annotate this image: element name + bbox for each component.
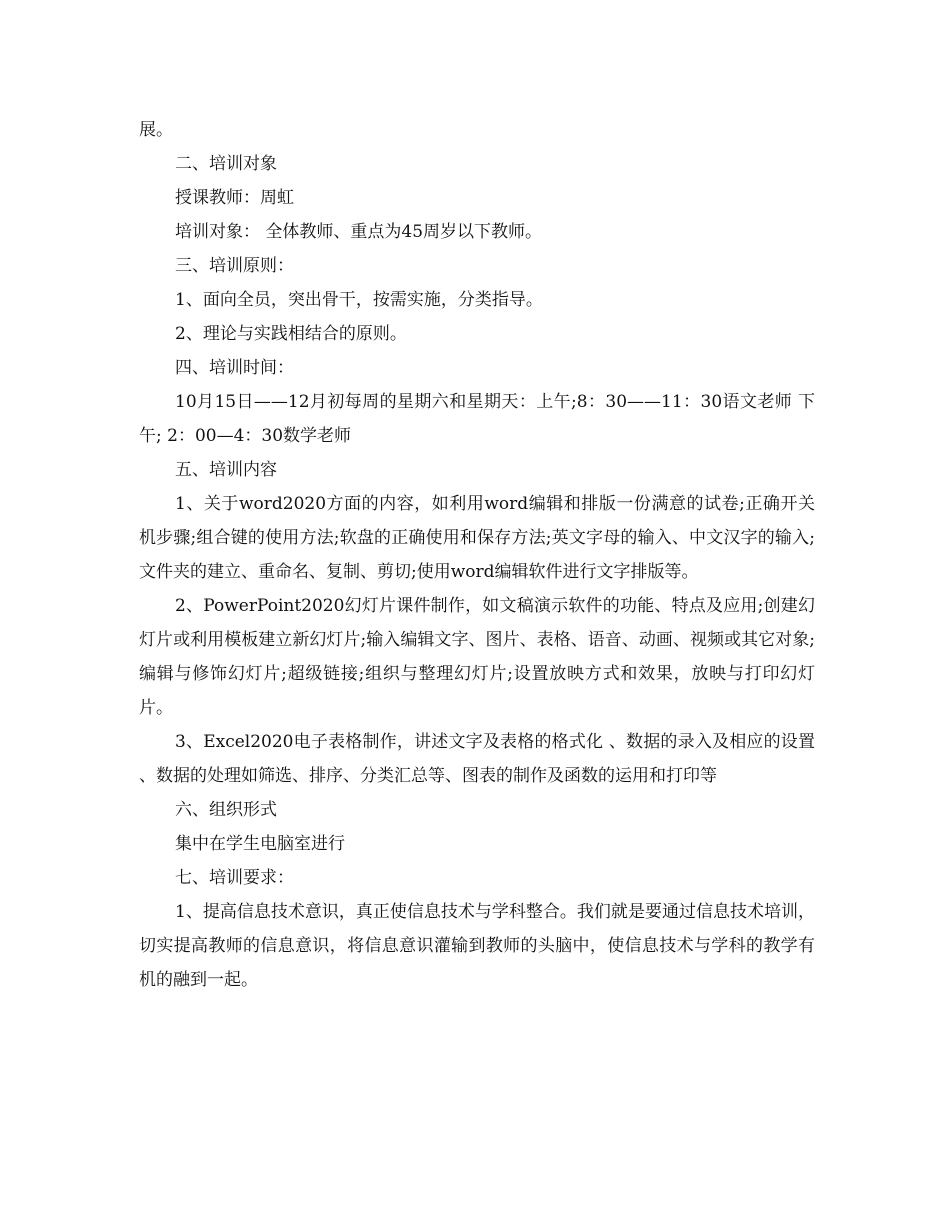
paragraph-principle-1: 1、面向全员，突出骨干，按需实施，分类指导。 [175, 290, 543, 310]
section-heading-content: 五、培训内容 [175, 460, 277, 480]
paragraph-requirement-1: 1、提高信息技术意识，真正使信息技术与学科整合。我们就是要通过信息技术培训，切实提高教师的信息意识，将信息意识灌输到教师的头脑中，使信息技术与学科的教学有机的融到一起。 [139, 902, 815, 990]
paragraph-content-powerpoint: 2、PowerPoint2020幻灯片课件制作，如文稿演示软件的功能、特点及应用;创建幻灯片或利用模板建立新幻灯片;输入编辑文字、图片、表格、语音、动画、视频或其它对象;编辑与修饰幻灯片;超级链接;组织与整理幻灯片;设置放映方式和效果，放映与打印幻灯片。 [139, 596, 815, 718]
section-heading-trainees: 二、培训对象 [175, 154, 277, 174]
paragraph-continuation: 展。 [139, 120, 173, 140]
section-heading-format: 六、组织形式 [175, 800, 277, 820]
document-body [139, 113, 815, 997]
paragraph-schedule: 10月15日——12月初每周的星期六和星期天：上午;8：30——11：30语文老师 下午; 2：00—4：30数学老师 [139, 392, 815, 446]
section-heading-time: 四、培训时间： [175, 358, 294, 378]
paragraph-principle-2: 2、理论与实践相结合的原则。 [175, 324, 407, 344]
paragraph-instructor: 授课教师：周虹 [175, 188, 294, 208]
paragraph-format: 集中在学生电脑室进行 [175, 834, 345, 854]
section-heading-principles: 三、培训原则： [175, 256, 294, 276]
section-heading-requirements: 七、培训要求： [175, 868, 294, 888]
paragraph-trainees: 培训对象： 全体教师、重点为45周岁以下教师。 [175, 222, 543, 242]
paragraph-content-word: 1、关于word2020方面的内容，如利用word编辑和排版一份满意的试卷;正确开关机步骤;组合键的使用方法;软盘的正确使用和保存方法;英文字母的输入、中文汉字的输入;文件夹的建立、重命名、复制、剪切;使用word编辑软件进行文字排版等。 [139, 494, 815, 582]
paragraph-content-excel: 3、Excel2020电子表格制作，讲述文字及表格的格式化 、数据的录入及相应的设置 、数据的处理如筛选、排序、分类汇总等、图表的制作及函数的运用和打印等 [139, 732, 815, 786]
